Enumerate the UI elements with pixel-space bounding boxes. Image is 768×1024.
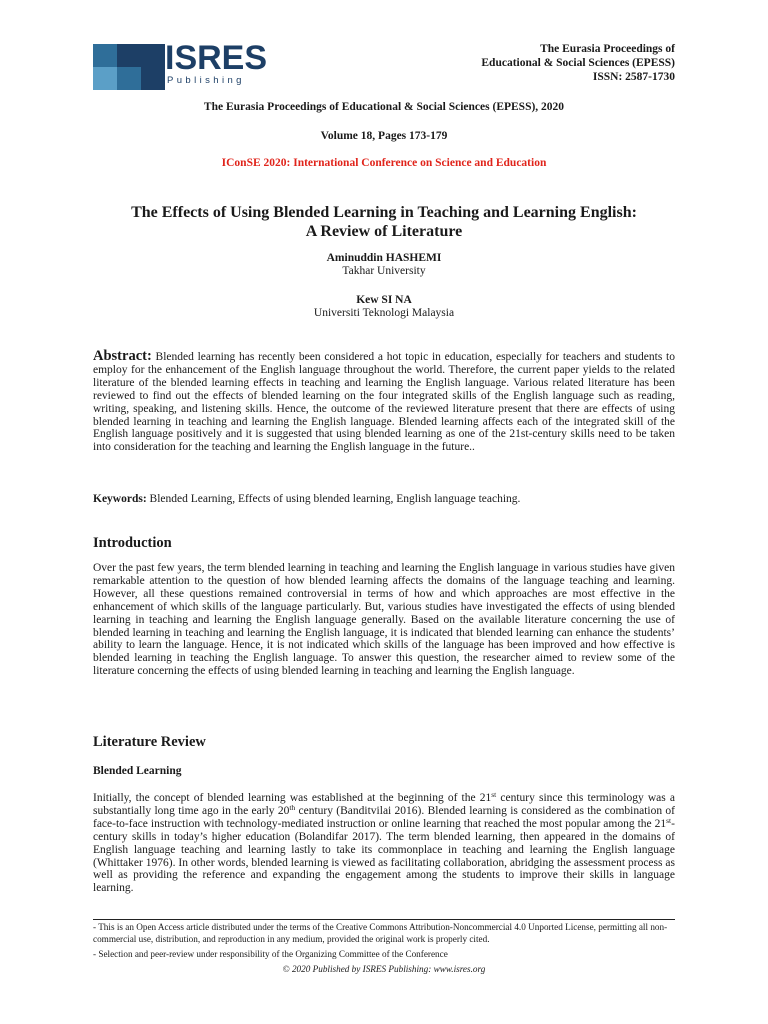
text-segment: century (Banditvilai 2016). Blended learning is considered as the combination of face-to-face instruction with technology-mediated instruction or online learning that reached the most popular among the 21 (93, 804, 675, 830)
title-line1: The Effects of Using Blended Learning in Teaching and Learning English: (131, 204, 637, 221)
review-note: - Selection and peer-review under responsibility of the Organizing Committee of the Conference (93, 949, 448, 959)
title-line2: A Review of Literature (305, 223, 463, 240)
text-segment: Initially, the concept of blended learning was established at the beginning of the 21 (93, 792, 492, 804)
publisher-note: © 2020 Published by ISRES Publishing: www.isres.org (282, 964, 486, 974)
text-segment: century since this terminology was a substantially long time ago in the early 20 (93, 792, 675, 817)
journal-header (481, 42, 675, 84)
author-name: Aminuddin HASHEMI (326, 252, 442, 264)
conference-line: IConSE 2020: International Conference on Science and Education (221, 157, 547, 169)
logo-tiles-icon (93, 44, 165, 90)
superscript: st (491, 790, 497, 799)
journal-line1: The Eurasia Proceedings of (540, 43, 675, 55)
author-name: Kew SI NA (356, 294, 412, 306)
abstract-label: Abstract: (93, 348, 152, 364)
proceedings-line: The Eurasia Proceedings of Educational & Social Sciences (EPESS), 2020 (203, 101, 565, 113)
abstract (93, 350, 675, 454)
author-affiliation: Universiti Teknologi Malaysia (313, 307, 455, 319)
license-note: - This is an Open Access article distributed under the terms of the Creative Commons Attribution-Noncommercial 4.0 Unported License, permitting all non-commercial use, distribution, and reproduction in any medium, provided the original work is properly cited. (93, 922, 668, 944)
author-1 (93, 252, 675, 278)
introduction-text: Over the past few years, the term blended learning in teaching and learning the English language in various studies have given remarkable attention to the question of how blended learning affects the domains of the language teaching and learning. However, all these questions remained controversial in terms of how and which approaches are most effective in the enhancement of which skills of the language particularly. But, various studies have investigated the effects of using blended learning in teaching and learning the English language generally. Based on the available literature concerning the use of blended learning in teaching and learning the English language, it is indicated that blended learning can enhance the students’ ability to learn the language. Hence, it is not indicated which skills of the language has been improved and how effective is blended learning in teaching the English language. To answer this question, the researcher aimed to review some of the literature concerning the effects of using blended learning in teaching and learning the English language. (93, 562, 675, 678)
keywords-text: Blended Learning, Effects of using blended learning, English language teaching. (149, 493, 521, 505)
journal-line2: Educational & Social Sciences (EPESS) (481, 57, 675, 69)
volume-line: Volume 18, Pages 173-179 (320, 130, 448, 142)
issn: ISSN: 2587-1730 (592, 71, 675, 83)
publisher-logo (93, 39, 273, 90)
blended-learning-text (93, 792, 675, 895)
author-affiliation: Takhar University (342, 265, 426, 277)
keywords (93, 493, 675, 506)
blended-learning-subheading: Blended Learning (93, 765, 182, 777)
paper-title (93, 203, 675, 241)
introduction-heading: Introduction (93, 535, 172, 551)
superscript: st (666, 815, 672, 825)
footnote-divider (93, 919, 675, 920)
superscript: th (289, 802, 296, 812)
keywords-label: Keywords: (93, 493, 147, 505)
logo-subtitle: Publishing (167, 75, 245, 86)
abstract-text: Blended learning has recently been considered a hot topic in education, especially for teachers and students to employ for the enhancement of the English language throughout the world. Therefore, the current paper yields to the related literature of the blended learning effects in teaching and learning the English language. Various related literature has been reviewed to find out the effects of blended learning on the four integrated skills of the English language such as reading, writing, speaking, and listening skills. Hence, the outcome of the reviewed literature present that there are effects of using blended learning in teaching and learning the English language. Blended learning affects each of the integrated skill of the English language positively and it is suggested that using blended learning as one of the 21st-century skills need to be taken into consideration for the teaching and learning the English language in the future.. (93, 351, 675, 454)
logo-word: ISRES (165, 39, 268, 77)
author-2 (93, 294, 675, 320)
text-segment: -century skills in today’s higher education (Bolandifar 2017). The term blended learning, then appeared in the domains of English language teaching and learning lastly to take its commonplace in teaching and learning the English language (Whittaker 1976). In other words, blended learning is viewed as facilitating collaboration, abridging the assessment process as well as providing the reference and expanding the engagement among the students to improve their skills in language learning. (93, 817, 675, 895)
literature-review-heading: Literature Review (93, 734, 206, 750)
